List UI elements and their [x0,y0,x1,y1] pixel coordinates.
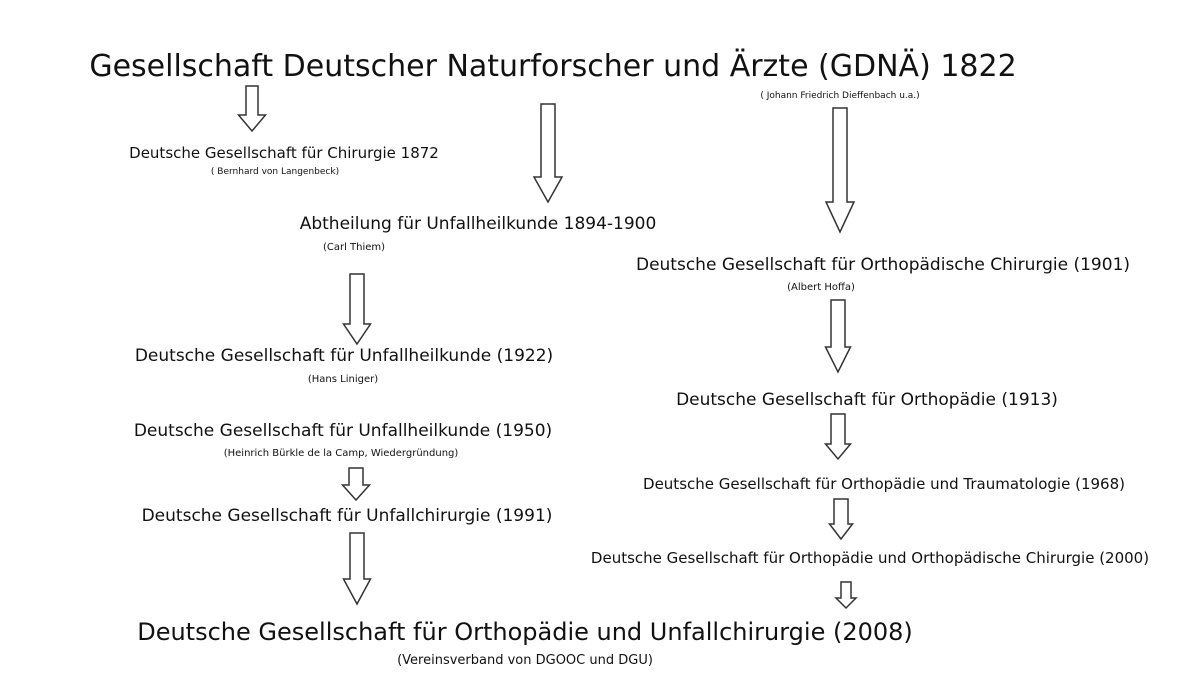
arrow-dgu-1950-to-dgu-1991 [343,468,370,500]
arrow-dgoch-to-dgo-1913 [826,300,851,372]
node-abtheilung-unfallheilkunde: Abtheilung für Unfallheilkunde 1894-1900 [299,214,657,234]
node-dgch-1872: Deutsche Gesellschaft für Chirurgie 1872 [129,144,439,162]
node-dgooc-2000: Deutsche Gesellschaft für Orthopädie und Orthopädische Chirurgie (2000) [590,549,1150,567]
arrow-dgot-1968-to-dgooc-2000 [830,499,853,539]
node-dgu-1950-founder: (Heinrich Bürkle de la Camp, Wiedergründung) [223,448,459,459]
arrow-root-to-abtheilung [534,104,562,202]
node-dgu-1991: Deutsche Gesellschaft für Unfallchirurgie (1991) [141,506,553,526]
node-dgo-1913: Deutsche Gesellschaft für Orthopädie (1913) [676,390,1058,410]
root-founder: ( Johann Friedrich Dieffenbach u.a.) [760,91,920,101]
root-title: Gesellschaft Deutscher Naturforscher und Ärzte (GDNÄ) 1822 [89,49,1017,84]
node-dgch-1872-founder: ( Bernhard von Langenbeck) [210,167,340,177]
node-abtheilung-founder: (Carl Thiem) [322,242,386,253]
node-dgu-1950: Deutsche Gesellschaft für Unfallheilkunde (1950) [133,421,553,441]
node-dgot-1968: Deutsche Gesellschaft für Orthopädie und Traumatologie (1968) [643,475,1125,493]
node-dgou-2008-note: (Vereinsverband von DGOOC und DGU) [397,653,653,668]
node-dgoch-1901: Deutsche Gesellschaft für Orthopädische Chirurgie (1901) [635,255,1131,275]
node-dgou-2008: Deutsche Gesellschaft für Orthopädie und Unfallchirurgie (2008) [137,618,913,646]
arrow-root-to-dgch [239,86,266,131]
arrow-dgo-1913-to-dgot-1968 [826,414,851,459]
arrow-dgu-1991-to-final [344,533,371,604]
arrow-dgooc-2000-to-final [836,582,856,608]
arrow-root-to-dgoch [826,108,854,232]
node-dgoch-1901-founder: (Albert Hoffa) [787,282,855,293]
arrow-abtheilung-to-dgu-1922 [344,274,371,344]
node-dgu-1922-founder: (Hans Liniger) [307,374,379,385]
node-dgu-1922: Deutsche Gesellschaft für Unfallheilkunde (1922) [134,346,554,366]
